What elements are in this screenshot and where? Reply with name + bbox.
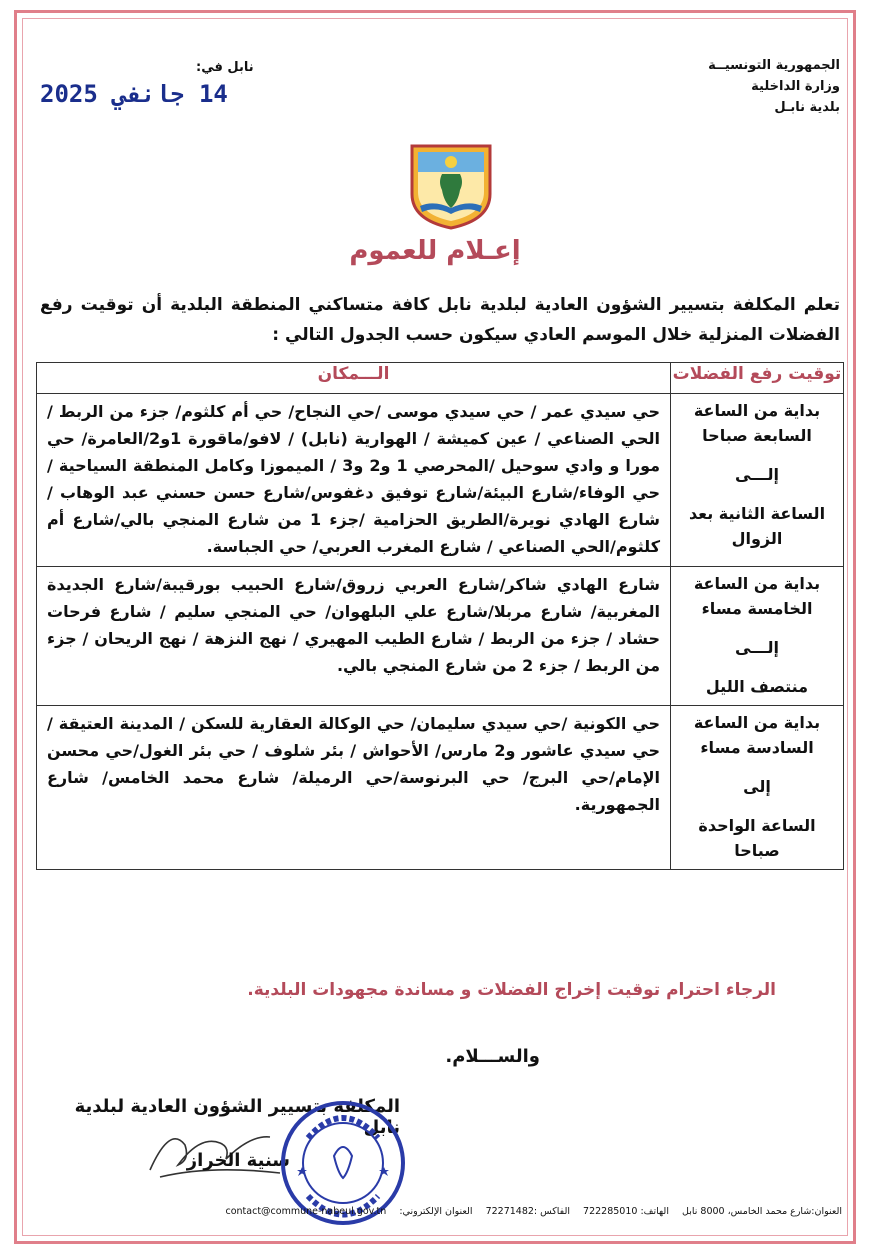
republic-name: الجمهورية التونسيــة [708,58,840,73]
footer-phone: الهاتف: 722285010 [583,1206,669,1217]
table-header-row [37,363,844,394]
places-cell: حي سيدي عمر / حي سيدي موسى /حي النجاح/ حي أم كلثوم/ جزء من الربط /الحي الصناعي / عين كميشة / الهوارية (نابل) / لافو/ماقورة 1و2/العامرة/ حي مورا و وادي سوحيل /المحرصي 1 و2 و3 / الميموزا وكامل المنطقة السياحية / حي الوفاء/شارع البيئة/شارع توفيق دغفوس/شارع حسن حسني عبد الوهاب /شارع الهادي نويرة/الطريق الحزامية /جزء 1 من شارع المنجي بالي/شارع أم كلثوم/الحي الصناعي / شارع المغرب العربي/ حي الجباسة. [37,394,671,567]
collection-schedule-table [36,362,844,870]
time-column-header: توقيت رفع الفضلات [671,363,844,394]
document-date: 14 جانفي 2025 [40,80,228,108]
time-end: منتصف الليل [705,677,809,696]
footer-fax: الفاكس :72271482 [485,1206,571,1217]
letterhead [620,55,840,118]
places-cell: حي الكونية /حي سيدي سليمان/ حي الوكالة العقارية للسكن / المدينة العتيقة / حي سيدي عاشور و2 مارس/ الأحواش / بئر شلوف / حي بئر الغول/حي محسن الإمام/حي البرج/ حي البرنوسة/حي الرميلة/ شارع محمد الخامس/ شارع الجمهورية. [37,706,671,870]
notice-intro: تعلم المكلفة بتسيير الشؤون العادية لبلدية نابل كافة متساكني المنطقة البلدية أن توقيت رفع الفضلات المنزلية خلال الموسم العادي سيكون حسب الجدول التالي : [40,295,840,345]
footer-address: العنوان:شارع محمد الخامس، 8000 نابل [682,1206,842,1217]
request-note: الرجاء احترام توقيت إخراج الفضلات و مساندة مجهودات البلدية. [247,980,776,1000]
time-cell [671,394,844,567]
time-start: بداية من الساعة الخامسة مساء [693,574,821,618]
table-row [37,394,844,567]
footer-contact [225,1206,842,1217]
time-cell [671,706,844,870]
ministry-name: وزارة الداخلية [751,79,840,94]
closing-greeting: والســـلام. [445,1046,540,1067]
time-start: بداية من الساعة السادسة مساء [693,713,821,757]
footer-email-label: العنوان الإلكتروني: [399,1206,473,1217]
place-column-header: الـــمكان [37,363,671,394]
municipality-emblem-icon [408,142,494,230]
time-cell [671,567,844,706]
places-cell: شارع الهادي شاكر/شارع العربي زروق/شارع الحبيب بورقيبة/شارع الجديدة المغربية/ شارع مربلا/شارع علي البلهوان/ حي المنجي سليم / شارع فرحات حشاد / جزء من الربط / شارع الطيب المهيري / نهج النزهة / نهج الريحان / جزء من الربط / جزء 2 من شارع المنجي بالي. [37,567,671,706]
time-start: بداية من الساعة السابعة صباحا [693,401,821,445]
time-separator: إلـــى [734,638,780,657]
footer-email[interactable]: contact@commune-nabeul.gov.tn [225,1206,387,1217]
time-separator: إلـــى [734,465,780,484]
municipality-name: بلدية نابـل [774,100,840,115]
signatory-name: سنية الخراز [186,1150,290,1171]
table-row [37,567,844,706]
signatory-title: المكلفة بتسيير الشؤون العادية لبلدية نابل [74,1096,400,1138]
notice-title: إعـلام للعموم [349,236,521,266]
table-row [37,706,844,870]
time-separator: إلى [743,777,771,796]
time-end: الساعة الواحدة صباحا [698,816,816,860]
place-label: نابل في: [196,60,254,75]
time-end: الساعة الثانية بعد الزوال [688,504,826,548]
